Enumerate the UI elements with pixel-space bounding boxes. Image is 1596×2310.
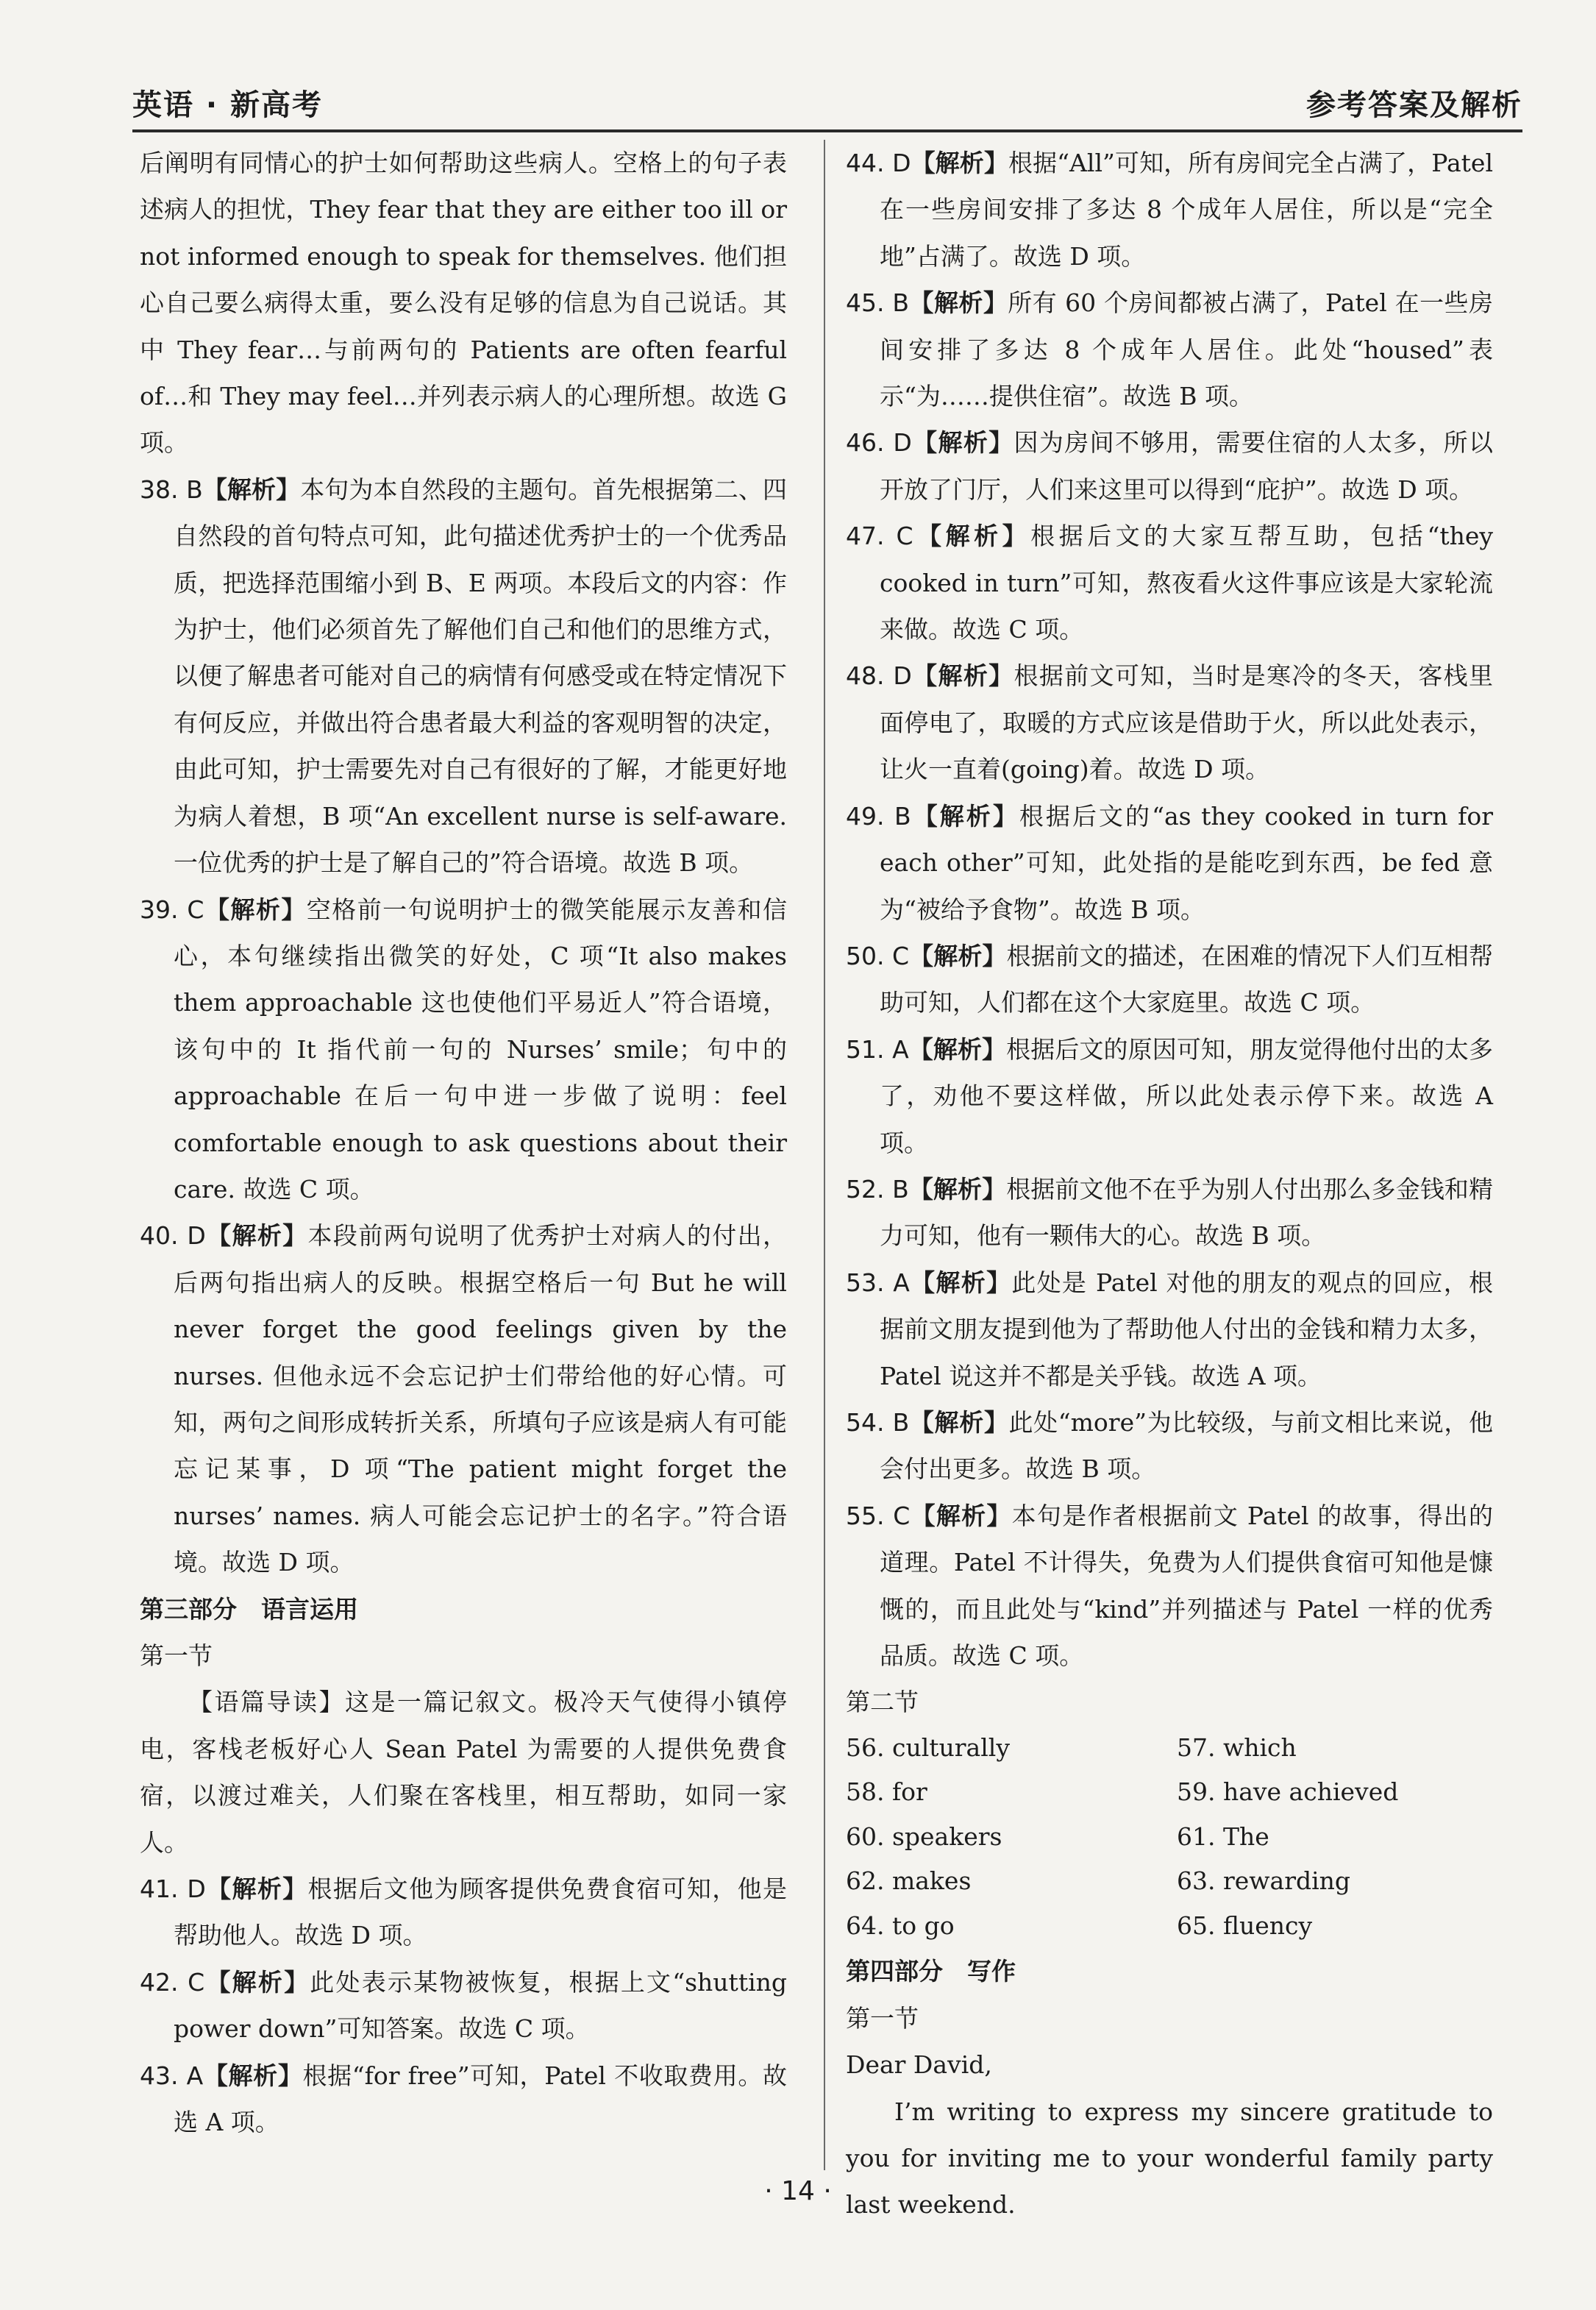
page-number: · 14 ·	[764, 2176, 832, 2206]
answer-item: 56. culturally	[846, 1732, 1010, 1762]
explanation-52: 52. B【解析】根据前文他不在乎为别人付出那么多金钱和精力可知，他有一颗伟大的心。故选 B 项。	[846, 1174, 1494, 1251]
explanation-46: 46. D【解析】因为房间不够用，需要住宿的人太多，所以开放了门厅，人们来这里可以得到“庇护”。故选 D 项。	[846, 428, 1494, 504]
answer-item: 59. have achieved	[1177, 1777, 1399, 1807]
section1b-title: 第一节	[846, 2003, 919, 2033]
explanation-48: 48. D【解析】根据前文可知，当时是寒冷的冬天，客栈里面停电了，取暖的方式应该是借助于火，所以此处表示，让火一直着(going)着。故选 D 项。	[846, 661, 1494, 784]
explanation-44: 44. D【解析】根据“All”可知，所有房间完全占满了，Patel 在一些房间安排了多达 8 个成年人居住，所以是“完全地”占满了。故选 D 项。	[846, 149, 1493, 271]
explanation-40: 40. D【解析】本段前两句说明了优秀护士对病人的付出，后两句指出病人的反映。根据空格后一句 But he will never forget the good feelings given by the nurses. 但他永远不会忘记护士们带给他的好心情。可知，两句之间形成转折关系，所填句子应该是病人有可能忘记某事，D 项“The patient might forget the nurses’ names. 病人可能会忘记护士的名字。”符合语境。故选 D 项。	[140, 1221, 788, 1577]
right-column	[846, 140, 1493, 2228]
answer-item: 62. makes	[846, 1866, 972, 1896]
explanation-43: 43. A【解析】根据“for free”可知，Patel 不收取费用。故选 A 项。	[140, 2061, 788, 2137]
book-title: 英语 · 新高考	[132, 88, 324, 122]
page-header	[132, 81, 1522, 132]
explanation-41: 41. D【解析】根据后文他为顾客提供免费食宿可知，他是帮助他人。故选 D 项。	[140, 1874, 788, 1950]
explanation-47: 47. C【解析】根据后文的大家互帮互助，包括“they cooked in turn”可知，熬夜看火这件事应该是大家轮流来做。故选 C 项。	[846, 522, 1494, 644]
explanation-50: 50. C【解析】根据前文的描述，在困难的情况下人们互相帮助可知，人们都在这个大家庭里。故选 C 项。	[846, 941, 1494, 1017]
section2-title: 第二节	[846, 1688, 919, 1717]
explanation-53: 53. A【解析】此处是 Patel 对他的朋友的观点的回应，根据前文朋友提到他为了帮助他人付出的金钱和精力太多，Patel 说这并不都是关乎钱。故选 A 项。	[846, 1268, 1493, 1390]
letter-body: I’m writing to express my sincere gratitude to you for inviting me to your wonderful family party last weekend.	[846, 2097, 1493, 2220]
answer-item: 64. to go	[846, 1911, 955, 1940]
explanation-54: 54. B【解析】此处“more”为比较级，与前文相比来说，他会付出更多。故选 B 项。	[846, 1407, 1493, 1484]
answer-item: 57. which	[1177, 1732, 1297, 1762]
explanation-49: 49. B【解析】根据后文的“as they cooked in turn for each other”可知，此处指的是能吃到东西，be fed 意为“被给予食物”。故选 B 项。	[846, 801, 1493, 924]
answer-item: 60. speakers	[846, 1822, 1002, 1851]
explanation-45: 45. B【解析】所有 60 个房间都被占满了，Patel 在一些房间安排了多达 8 个成年人居住。此处“housed”表示“为……提供住宿”。故选 B 项。	[846, 288, 1494, 411]
explanation-51: 51. A【解析】根据后文的原因可知，朋友觉得他付出的太多了，劝他不要这样做，所以此处表示停下来。故选 A 项。	[846, 1034, 1494, 1157]
passage-guide: 【语篇导读】这是一篇记叙文。极冷天气使得小镇停电，客栈老板好心人 Sean Patel 为需要的人提供免费食宿，以渡过难关，人们聚在客栈里，相互帮助，如同一家人。	[140, 1688, 787, 1857]
explanation-42: 42. C【解析】此处表示某物被恢复，根据上文“shutting power down”可知答案。故选 C 项。	[140, 1967, 788, 2044]
part3-title: 第三部分 语言运用	[140, 1594, 358, 1624]
section-title-header: 参考答案及解析	[1306, 88, 1522, 122]
part4-title: 第四部分 写作	[846, 1957, 1016, 1986]
explanation-38: 38. B【解析】本句为本自然段的主题句。首先根据第二、四自然段的首句特点可知，此句描述优秀护士的一个优秀品质，把选择范围缩小到 B、E 两项。本段后文的内容：作为护士，他们必须首先了解他们自己和他们的思维方式，以便了解患者可能对自己的病情有何感受或在特定情况下有何反应，并做出符合患者最大利益的客观明智的决定，由此可知，护士需要先对自己有很好的了解，才能更好地为病人着想，B 项“An excellent nurse is self-aware. 一位优秀的护士是了解自己的”符合语境。故选 B 项。	[140, 475, 788, 878]
section1-title: 第一节	[140, 1641, 213, 1670]
answer-item: 58. for	[846, 1777, 927, 1807]
explanation-55: 55. C【解析】本句是作者根据前文 Patel 的故事，得出的道理。Patel 不计得失，免费为人们提供食宿可知他是慷慨的，而且此处与“kind”并列描述与 Patel 一样的优秀品质。故选 C 项。	[846, 1501, 1493, 1670]
answer-grid	[846, 1726, 1493, 1949]
answer-item: 65. fluency	[1177, 1911, 1313, 1940]
answer-item: 63. rewarding	[1177, 1866, 1351, 1896]
explanation-37-continued: 后阐明有同情心的护士如何帮助这些病人。空格上的句子表述病人的担忧，They fear that they are either too ill or not informed enough to speak for themselves. 他们担心自己要么病得太重，要么没有足够的信息为自己说话。其中 They fear…与前两句的 Patients are often fearful of…和 They may feel…并列表示病人的心理所想。故选 G 项。	[140, 149, 787, 458]
answer-item: 61. The	[1177, 1822, 1269, 1851]
explanation-39: 39. C【解析】空格前一句说明护士的微笑能展示友善和信心，本句继续指出微笑的好处，C 项“It also makes them approachable 这也使他们平易近人”符合语境，该句中的 It 指代前一句的 Nurses’ smile；句中的 approachable 在后一句中进一步做了说明：feel comfortable enough to ask questions about their care. 故选 C 项。	[140, 895, 788, 1204]
left-column	[140, 140, 787, 2145]
letter-salutation: Dear David,	[846, 2050, 992, 2080]
column-divider	[824, 140, 825, 2170]
